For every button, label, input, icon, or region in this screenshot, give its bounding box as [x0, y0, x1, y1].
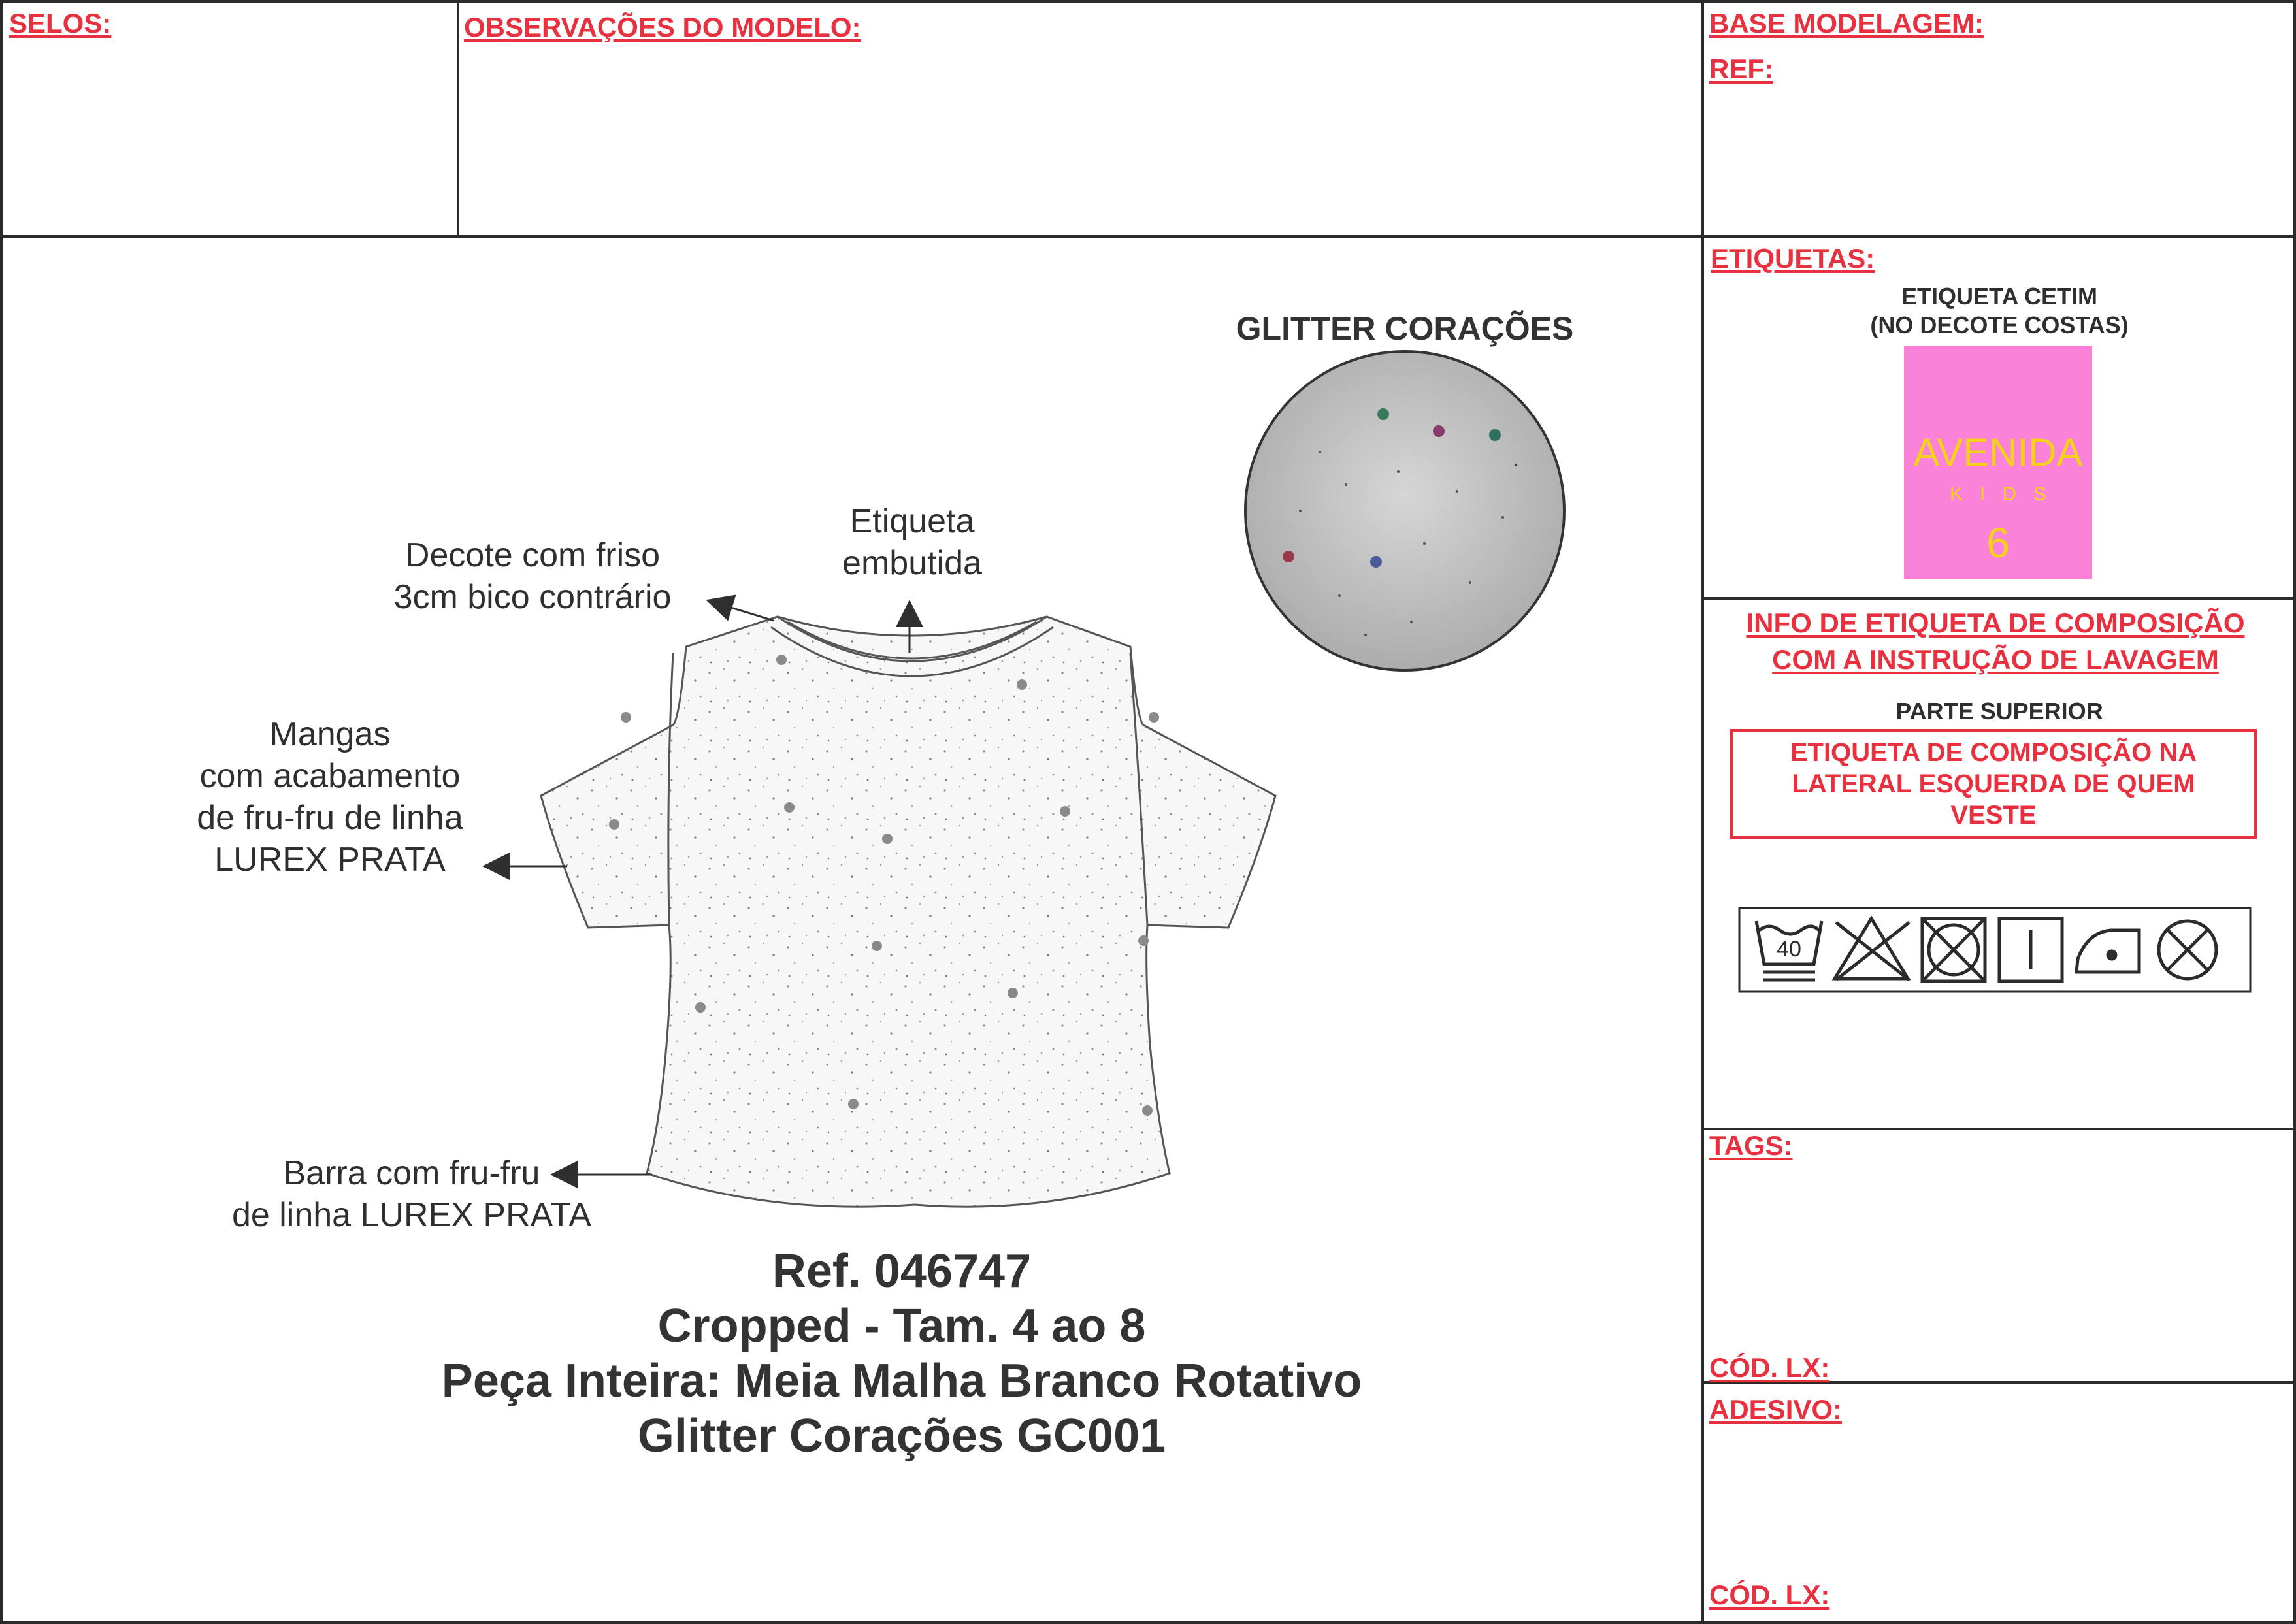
composicao-heading-2: COM A INSTRUÇÃO DE LAVAGEM — [1772, 644, 2219, 675]
glitter-title: GLITTER CORAÇÕES — [1236, 310, 1574, 347]
note-etiqueta-line2: embutida — [842, 544, 982, 582]
fabric-title: Peça Inteira: Meia Malha Branco Rotativo — [441, 1355, 1362, 1407]
composicao-callout-line3: VESTE — [1950, 801, 2037, 830]
print-title: Glitter Corações GC001 — [637, 1410, 1166, 1462]
parte-superior-label: PARTE SUPERIOR — [1895, 698, 2103, 724]
tshirt-body — [541, 617, 1275, 1207]
note-etiqueta-line1: Etiqueta — [849, 502, 975, 540]
composicao-heading-1: INFO DE ETIQUETA DE COMPOSIÇÃO — [1746, 608, 2245, 638]
etiquetas-heading: ETIQUETAS: — [1711, 243, 1875, 274]
note-mangas-line3: de fru-fru de linha — [197, 799, 463, 837]
selos-heading: SELOS: — [9, 8, 112, 39]
observacoes-heading: OBSERVAÇÕES DO MODELO: — [464, 12, 861, 42]
note-decote-line1: Decote com friso — [404, 536, 661, 574]
care-symbols-strip — [1738, 907, 2252, 993]
brand-label-size: 6 — [1986, 519, 2010, 566]
note-barra-line1: Barra com fru-fru — [283, 1154, 540, 1192]
divider-right-1 — [1701, 597, 2296, 600]
model-title: Cropped - Tam. 4 ao 8 — [657, 1300, 1146, 1352]
adesivo-heading: ADESIVO: — [1709, 1394, 1843, 1425]
composicao-callout-line2: LATERAL ESQUERDA DE QUEM — [1792, 770, 2195, 798]
base-modelagem-heading: BASE MODELAGEM: — [1709, 8, 1984, 39]
ref-heading: REF: — [1709, 54, 1773, 84]
tags-heading: TAGS: — [1709, 1130, 1793, 1161]
etiqueta-cetim-line2: (NO DECOTE COSTAS) — [1870, 312, 2129, 338]
composicao-callout-line1: ETIQUETA DE COMPOSIÇÃO NA — [1790, 738, 2197, 767]
composicao-callout — [1730, 729, 2257, 839]
note-mangas-line1: Mangas — [269, 715, 391, 753]
brand-label-sub: KIDS — [1949, 483, 2064, 505]
cod-lx-2: CÓD. LX: — [1709, 1580, 1830, 1610]
etiqueta-cetim-label — [1803, 282, 2195, 340]
note-mangas-line4: LUREX PRATA — [214, 841, 446, 879]
brand-label-name: AVENIDA — [1913, 430, 2083, 474]
brand-label-swatch — [1904, 346, 2092, 579]
note-decote-line2: 3cm bico contrário — [393, 578, 672, 616]
wash-temp-text: 40 — [1777, 937, 1801, 962]
note-mangas-line2: com acabamento — [199, 757, 461, 795]
note-barra-line2: de linha LUREX PRATA — [231, 1196, 592, 1234]
cod-lx-1: CÓD. LX: — [1709, 1352, 1830, 1383]
ref-title: Ref. 046747 — [772, 1245, 1032, 1297]
etiqueta-cetim-line1: ETIQUETA CETIM — [1901, 283, 2097, 310]
